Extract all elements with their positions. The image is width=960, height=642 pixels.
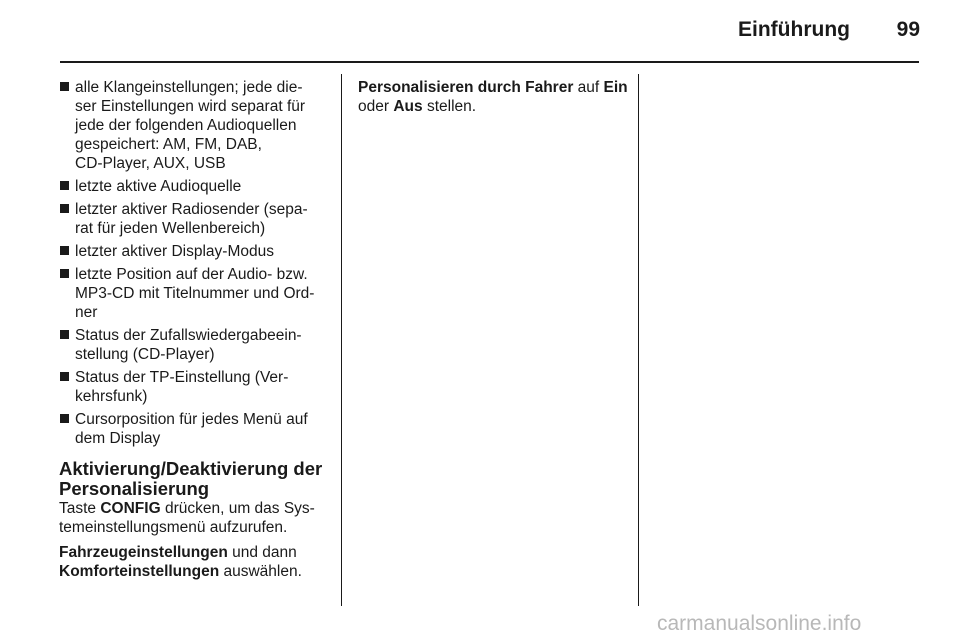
bullet-square-icon xyxy=(60,246,69,255)
personalize-by-driver-label: Personalisieren durch Fahrer xyxy=(358,79,574,96)
list-item xyxy=(59,177,333,196)
header-rule xyxy=(60,61,919,63)
list-item-text: Cursorposition für jedes Menü auf dem Display xyxy=(75,411,308,447)
column-divider xyxy=(638,74,639,606)
on-label: Ein xyxy=(603,79,628,96)
config-key-label: CONFIG xyxy=(100,500,161,517)
list-item xyxy=(59,78,333,173)
text-run: auf xyxy=(573,79,604,96)
list-item xyxy=(59,200,333,238)
list-item xyxy=(59,242,333,261)
section-heading: Aktivierung/Deaktivierung der Personalisierung xyxy=(59,458,323,499)
text-run: und dann xyxy=(232,544,297,561)
list-item-text: letzte aktive Audioquelle xyxy=(75,178,242,195)
bullet-square-icon xyxy=(60,372,69,381)
bullet-square-icon xyxy=(60,204,69,213)
menu-selection-paragraph xyxy=(59,543,333,581)
text-run: stellen. xyxy=(422,98,477,115)
bullet-square-icon xyxy=(60,330,69,339)
column-1 xyxy=(59,78,333,587)
list-item xyxy=(59,368,333,406)
settings-list xyxy=(59,78,333,448)
text-run: Taste xyxy=(59,500,101,517)
list-item xyxy=(59,265,333,322)
config-paragraph xyxy=(59,499,333,537)
list-item-text: letzter aktiver Display-Modus xyxy=(75,243,274,260)
list-item xyxy=(59,410,333,448)
header-title: Einführung xyxy=(738,18,850,41)
bullet-square-icon xyxy=(60,181,69,190)
text-run: auswählen. xyxy=(219,563,302,580)
bullet-square-icon xyxy=(60,82,69,91)
off-label: Aus xyxy=(393,98,423,115)
text-run: oder xyxy=(358,98,390,115)
list-item-text: letzte Position auf der Audio- bzw. MP3-CD mit Titelnummer und Ord- ner xyxy=(75,266,315,321)
list-item xyxy=(59,326,333,364)
text-run: drücken, um das Sys- temeinstellungsmenü aufzurufen. xyxy=(59,500,315,536)
list-item-text: letzter aktiver Radiosender (sepa- rat für jeden Wellenbereich) xyxy=(75,201,308,237)
column-2 xyxy=(358,78,628,122)
list-item-text: Status der Zufallswiedergabeein- stellung (CD-Player) xyxy=(75,327,302,363)
list-item-text: alle Klangeinstellungen; jede die- ser Einstellungen wird separat für jede der folgenden Audioquellen gespeichert: AM, FM, DAB, CD-Player, AUX, USB xyxy=(75,79,306,172)
vehicle-settings-label: Fahrzeugeinstellungen xyxy=(59,544,228,561)
bullet-square-icon xyxy=(60,269,69,278)
list-item-text: Status der TP-Einstellung (Ver- kehrsfunk) xyxy=(75,369,289,405)
watermark: carmanualsonline.info xyxy=(657,612,862,635)
column-divider xyxy=(341,74,342,606)
page-number: 99 xyxy=(896,18,920,41)
comfort-settings-label: Komforteinstellungen xyxy=(59,563,220,580)
bullet-square-icon xyxy=(60,414,69,423)
personalize-paragraph xyxy=(358,78,628,116)
